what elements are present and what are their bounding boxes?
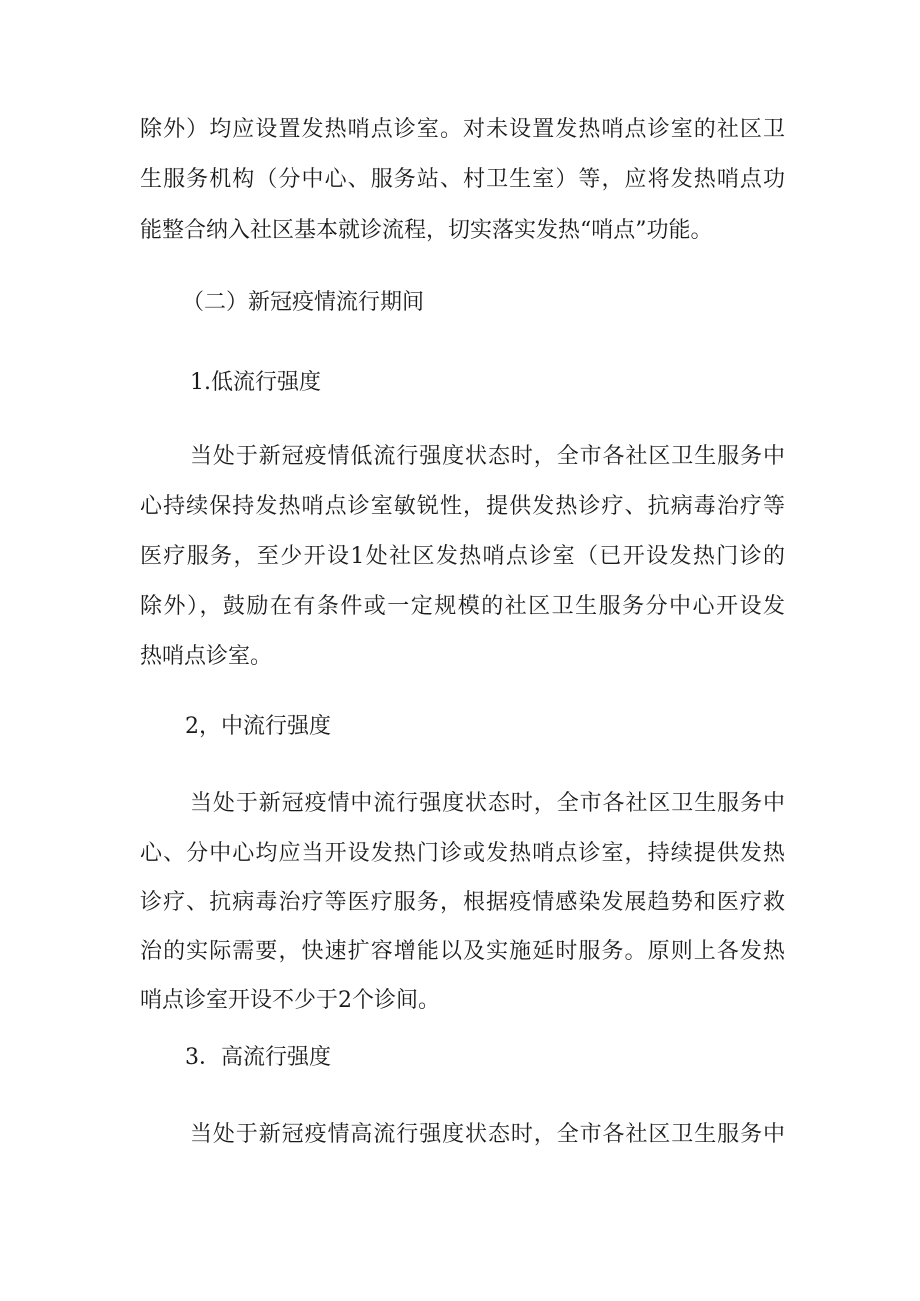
item-2-heading: 2，中流行强度: [185, 714, 331, 739]
intro-line-2: 生服务机构（分中心、服务站、村卫生室）等，应将发热哨点功: [140, 167, 785, 192]
item-3-heading: 3．高流行强度: [185, 1045, 331, 1070]
item-2-line-3: 诊疗、抗病毒治疗等医疗服务，根据疫情感染发展趋势和医疗救: [140, 890, 785, 915]
item-1-line-2: 心持续保持发热哨点诊室敏锐性，提供发热诊疗、抗病毒治疗等: [140, 494, 785, 519]
item-1-heading: 1.低流行强度: [190, 370, 321, 395]
item-2-line-1: 当处于新冠疫情中流行强度状态时，全市各社区卫生服务中: [190, 791, 785, 816]
intro-line-3: 能整合纳入社区基本就诊流程，切实落实发热“哨点”功能。: [140, 218, 713, 243]
item-2-line-2: 心、分中心均应当开设发热门诊或发热哨点诊室，持续提供发热: [140, 841, 785, 866]
item-2-line-4: 治的实际需要，快速扩容增能以及实施延时服务。原则上各发热: [140, 939, 785, 964]
item-3-line-1: 当处于新冠疫情高流行强度状态时，全市各社区卫生服务中: [190, 1122, 785, 1147]
item-1-line-5: 热哨点诊室。: [140, 644, 273, 669]
section-heading: （二）新冠疫情流行期间: [182, 290, 425, 315]
intro-line-1: 除外）均应设置发热哨点诊室。对未设置发热哨点诊室的社区卫: [140, 117, 785, 142]
item-1-line-3: 医疗服务，至少开设1处社区发热哨点诊室（已开设发热门诊的: [140, 544, 785, 569]
item-2-line-5: 哨点诊室开设不少于2个诊间。: [140, 988, 440, 1013]
item-1-line-1: 当处于新冠疫情低流行强度状态时，全市各社区卫生服务中: [190, 444, 785, 469]
item-1-line-4: 除外），鼓励在有条件或一定规模的社区卫生服务分中心开设发: [140, 594, 785, 619]
